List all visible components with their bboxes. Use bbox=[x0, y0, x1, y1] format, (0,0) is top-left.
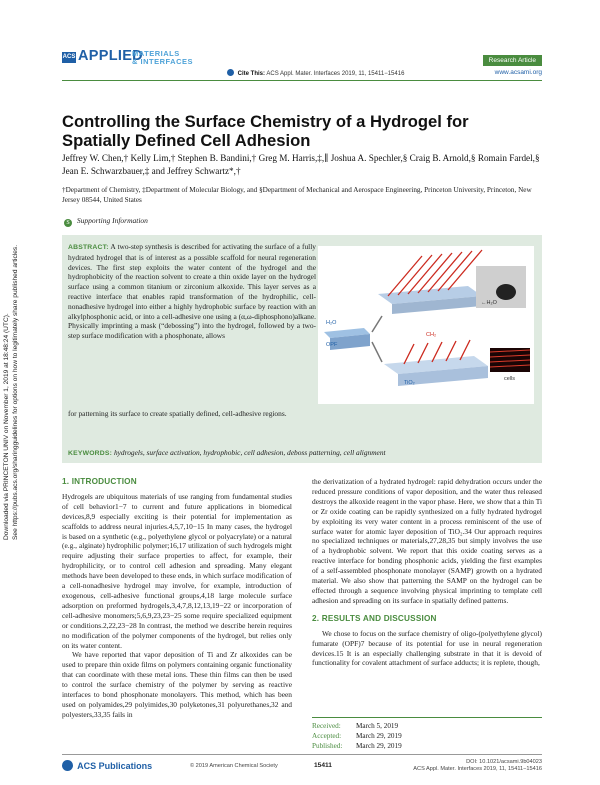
journal-header bbox=[62, 49, 542, 79]
journal-subtitle-2: & INTERFACES bbox=[132, 57, 194, 66]
copyright: © 2019 American Chemical Society bbox=[190, 763, 278, 769]
cite-text[interactable]: ACS Appl. Mater. Interfaces 2019, 11, 15411−15416 bbox=[266, 71, 405, 77]
article-type-badge: Research Article bbox=[483, 55, 542, 66]
h2o-label: H₂O bbox=[326, 320, 337, 326]
supporting-info-icon: S bbox=[64, 219, 72, 227]
water-droplet bbox=[496, 284, 516, 300]
download-note-line1: Downloaded via PRINCETON UNIV on November 1, 2019 at 18:48:24 (UTC). bbox=[3, 313, 10, 540]
cite-icon bbox=[227, 69, 234, 76]
acs-publications-icon bbox=[62, 760, 73, 771]
dates-divider bbox=[312, 717, 542, 718]
results-paragraph-1: We chose to focus on the surface chemistry of oligo-(polyethylene glycol) fumarate (OPF)7 because of its potential for use in neural regeneration devices.15 It is an especially challenging substrate in that it is devoid of functionality for covalent attachment of surface adducts; it is replete, though, bbox=[312, 628, 542, 668]
footer-divider bbox=[62, 754, 542, 755]
reaction-arrows bbox=[372, 316, 382, 362]
doi-link[interactable]: DOI: 10.1021/acsami.9b04023 bbox=[466, 759, 542, 765]
journal-title: APPLIED bbox=[78, 48, 143, 64]
abstract-text: A two-step synthesis is described for activating the surface of a fully hydrated hydrogel that is of interest as a possible scaffold for neural regeneration devices. The first step exploits the water content of the hydrogel and the hydrophobicity of the reaction solvent to create a thin oxide layer on the hydrogel surface using a common titanium or zirconium alkoxide. This layer serves as a reactive interface that enables rapid transformation of the hydrophilic, cell-nonadhesive hydrogel into either a highly hydrophobic surface by reaction with an alkylphosphonic acid, or into a cell-adhesive one using a (α,ω-diphosphono)alkane. Physically imprinting a mask (“debossing”) into the hydrogel, followed by a two-step surface modification with a phosphonate, allows bbox=[68, 242, 316, 341]
article-title: Controlling the Surface Chemistry of a Hydrogel for Spatially Defined Cell Adhesion bbox=[62, 112, 469, 150]
abstract-text-end: for patterning its surface to create spatially defined, cell-adhesive regions. bbox=[68, 409, 287, 418]
abstract bbox=[68, 242, 316, 341]
received-date: March 5, 2019 bbox=[356, 722, 399, 730]
journal-subtitle-1: MATERIALS bbox=[132, 49, 180, 58]
acs-logo: ACS bbox=[62, 52, 76, 63]
journal-website-link[interactable]: www.acsami.org bbox=[494, 69, 542, 76]
published-date: March 29, 2019 bbox=[356, 742, 402, 750]
ch2-label: CH₂ bbox=[426, 332, 437, 338]
page-footer bbox=[62, 758, 542, 778]
toc-graphic-svg bbox=[318, 246, 534, 404]
opf-label: OPF bbox=[326, 342, 338, 348]
publisher-name: ACS Publications bbox=[77, 761, 153, 771]
results-heading: 2. RESULTS AND DISCUSSION bbox=[312, 613, 437, 623]
acs-publications-logo[interactable] bbox=[62, 760, 152, 771]
supporting-info-label[interactable]: Supporting Information bbox=[76, 216, 148, 225]
footer-citation: ACS Appl. Mater. Interfaces 2019, 11, 15411−15416 bbox=[413, 766, 542, 772]
intro-paragraph-1: Hydrogels are ubiquitous materials of use ranging from fundamental studies of cell behavior1−7 to current and future applications in biomedical devices,8,9 especially exciting is their potential for implementation as scaffolds to address neural injuries.4,5,7,10−15 In many cases, the hydrogel is based on a synthetic (e.g., polyethylene glycol or polyacrylate) or a natural (e.g., alginate) hydrophilic polymer;16,17 utilization of such hydrogels might require adjusting their surface properties to affect, for example, their hydrophilicity, or to control cell adhesion and spreading. Many elegant methods have been developed to these ends, in which surface modification of a cell-nonadhesive hydrogel may involve, for example, introduction of exogenous, cell-adhesive functional groups,4,18 large molecule surface adsorption on preformed hydrogels,3,4,7,8,12,13,19−22 or incorporation of cell-adhesive monomers;5,6,9,23,23−25 some require specialized equipment or conditions.2,22,23−28 In contrast, the method we describe herein requires no modification of the polymer components of the hydrogel, but relies only on its water content. bbox=[62, 491, 292, 650]
keywords-label: KEYWORDS: bbox=[68, 450, 113, 457]
water-label: ←H₂O bbox=[481, 300, 497, 306]
author-list: Jeffrey W. Chen,† Kelly Lim,† Stephen B. Bandini,† Greg M. Harris,‡,∥ Joshua A. Spechler,§ Craig B. Arnold,§ Romain Fardel,§ Jean E. Schwarzbauer,‡ and Jeffrey Schwartz*,† bbox=[62, 153, 540, 176]
cite-label: Cite This: bbox=[237, 71, 266, 77]
header-divider bbox=[62, 80, 542, 81]
intro-paragraph-3: the derivatization of a hydrated hydrogel: rapid dehydration occurs under the reduced pressure conditions of vapor deposition, and the water thus released destroys the alkoxide reagent in the vapor phase. Here, we show that a thin Ti or Zr oxide coating can be rapidly synthesized on a fully hydrated hydrogel by exploiting its very water content in a process reminiscent of the use of surface water for atomic layer deposition of TiO₂.34 Our approach requires no specialized techniques or materials,27,28,35 but simply involves the use of a hydrophobic solvent. We report that this oxide coating serves as a reactive interface for bonding phosphonic acids, yielding the first examples of a self-assembled phosphonate monolayer (SAMP) growth on a hydrated material. We also show that patterning the SAMP on the hydrogel can be effected through a sequence involving physical imprinting to template cell adhesion and spreading on its surface in spatially defined patterns. bbox=[312, 477, 542, 605]
introduction-heading: 1. INTRODUCTION bbox=[62, 477, 137, 486]
download-note-line2[interactable]: See https://pubs.acs.org/sharingguidelines for options on how to legitimately share published articles. bbox=[12, 244, 19, 540]
cells-label: cells bbox=[504, 376, 516, 382]
tio2-label: TiO₂ bbox=[404, 380, 415, 386]
abstract-label: ABSTRACT: bbox=[68, 244, 109, 251]
accepted-label: Accepted: bbox=[312, 732, 342, 740]
right-column bbox=[312, 477, 542, 668]
keywords-text: hydrogels, surface activation, hydrophobic, cell adhesion, deboss patterning, cell alignment bbox=[113, 448, 386, 457]
affiliations: †Department of Chemistry, ‡Department of Molecular Biology, and §Department of Mechanical and Aerospace Engineering, Princeton University, Princeton, New Jersey 08544, United States bbox=[62, 186, 532, 204]
keywords bbox=[68, 448, 534, 457]
published-label: Published: bbox=[312, 742, 343, 750]
intro-paragraph-2: We have reported that vapor deposition of Ti and Zr alkoxides can be used to prepare thin oxide films on polymers containing organic functionality that can coordinate with these metal ions. These thin films can then be used to control the surface chemistry of the polymer by serving as reactive interfaces to bond phosphonate monolayers. This method, which has been used on polyamides,29 polyimides,30 polyketones,31 polyurethanes,32 and polyesters,33,35 fails in bbox=[62, 650, 292, 719]
accepted-date: March 29, 2019 bbox=[356, 732, 402, 740]
cite-this[interactable] bbox=[227, 69, 404, 77]
toc-graphic bbox=[318, 246, 534, 404]
received-label: Received: bbox=[312, 722, 341, 730]
download-note bbox=[2, 240, 26, 540]
doi-block bbox=[413, 759, 542, 773]
publication-dates bbox=[312, 721, 542, 751]
page-number: 15411 bbox=[314, 762, 332, 769]
supporting-information-link[interactable] bbox=[64, 216, 148, 227]
left-column bbox=[62, 477, 292, 720]
